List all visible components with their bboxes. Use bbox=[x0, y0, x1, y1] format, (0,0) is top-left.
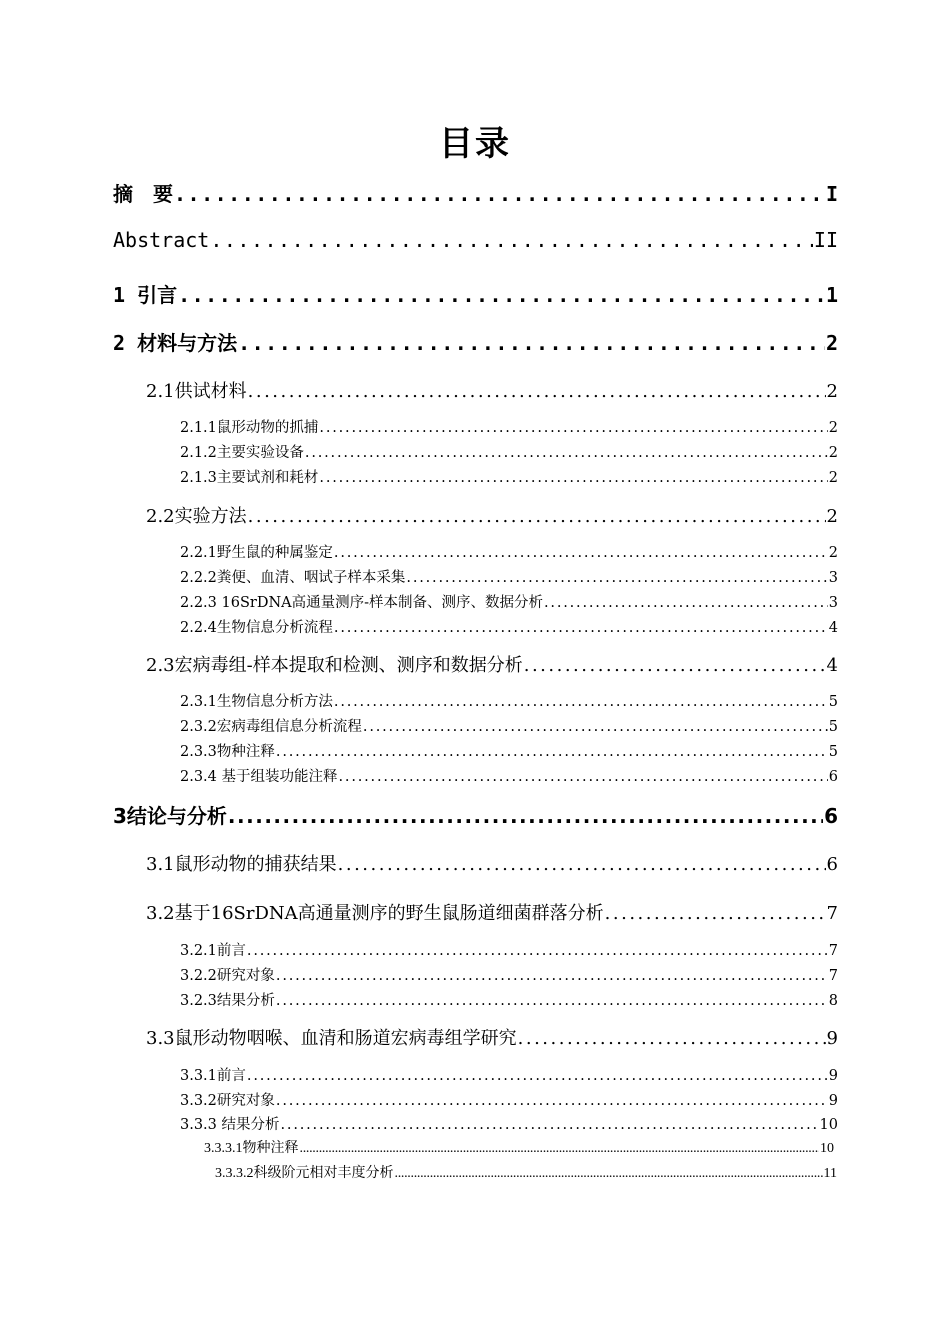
toc-entry-2-1[interactable] bbox=[146, 377, 838, 403]
dot-leader bbox=[319, 470, 827, 486]
toc-entry-label: 3.3.1前言 bbox=[180, 1068, 246, 1084]
toc-entry-3-3-3[interactable] bbox=[180, 1113, 838, 1135]
toc-page-number: 4 bbox=[828, 620, 838, 636]
toc-entry-2-3-2[interactable] bbox=[180, 715, 838, 737]
toc-entry-label: 3.3.2研究对象 bbox=[180, 1093, 275, 1109]
toc-entry-label: 2.2实验方法 bbox=[146, 506, 247, 527]
toc-entry-2-3-4[interactable] bbox=[180, 765, 838, 787]
dot-leader bbox=[228, 804, 823, 828]
toc-page-number: 5 bbox=[828, 694, 838, 710]
dot-leader bbox=[363, 719, 828, 735]
toc-page-number: 9 bbox=[828, 1093, 838, 1109]
toc-entry-label: 2.1.2主要实验设备 bbox=[180, 445, 304, 461]
toc-entry-label: 摘 要 bbox=[113, 182, 173, 206]
toc-entry-2-1-1[interactable] bbox=[180, 416, 838, 438]
toc-entry-label: 3.2.1前言 bbox=[180, 943, 246, 959]
toc-entry-label: 2.2.1野生鼠的种属鉴定 bbox=[180, 545, 333, 561]
toc-entry-label: 2 材料与方法 bbox=[113, 331, 238, 355]
dot-leader bbox=[319, 420, 827, 436]
toc-page-number: 1 bbox=[825, 283, 838, 307]
dot-leader bbox=[174, 182, 825, 206]
toc-entry-3-3-3-1[interactable] bbox=[204, 1137, 834, 1157]
toc-page-number: 6 bbox=[824, 804, 838, 828]
toc-entry-label: 2.3.3物种注释 bbox=[180, 744, 275, 760]
toc-page-number: 7 bbox=[828, 968, 838, 984]
toc-entry-2-1-2[interactable] bbox=[180, 441, 838, 463]
toc-entry-3-2-2[interactable] bbox=[180, 964, 838, 986]
toc-page-number: 10 bbox=[820, 1141, 834, 1156]
dot-leader bbox=[248, 381, 826, 402]
toc-page-number: 9 bbox=[828, 1068, 838, 1084]
dot-leader bbox=[339, 769, 828, 785]
toc-entry-chapter-2[interactable] bbox=[113, 327, 838, 355]
toc-entry-3-3-1[interactable] bbox=[180, 1064, 838, 1086]
toc-page-number: 2 bbox=[828, 545, 838, 561]
toc-entry-2-2-1[interactable] bbox=[180, 541, 838, 563]
toc-entry-2-2[interactable] bbox=[146, 502, 838, 528]
page-title: 目录 bbox=[439, 124, 511, 164]
dot-leader bbox=[281, 1117, 819, 1133]
toc-entry-label: 2.1.3主要试剂和耗材 bbox=[180, 470, 319, 486]
toc-entry-3-3-3-2[interactable] bbox=[215, 1162, 837, 1182]
toc-entry-2-3-1[interactable] bbox=[180, 690, 838, 712]
toc-entry-label: 2.3.4 基于组装功能注释 bbox=[180, 769, 338, 785]
dot-leader bbox=[338, 854, 826, 875]
toc-entry-3-1[interactable] bbox=[146, 850, 838, 876]
toc-page-number: 4 bbox=[826, 655, 838, 676]
toc-entry-label: 3.1鼠形动物的捕获结果 bbox=[146, 854, 337, 875]
toc-page-number: 5 bbox=[828, 719, 838, 735]
toc-entry-label: 1 引言 bbox=[113, 283, 178, 307]
toc-page-number: 2 bbox=[828, 420, 838, 436]
toc-entry-2-2-3[interactable] bbox=[180, 591, 838, 613]
toc-page-number: 6 bbox=[826, 854, 838, 875]
toc-page-number: I bbox=[825, 182, 838, 206]
toc-entry-3-3[interactable] bbox=[146, 1024, 838, 1050]
dot-leader bbox=[300, 1141, 820, 1157]
toc-page-number: 7 bbox=[828, 943, 838, 959]
toc-entry-3-2-1[interactable] bbox=[180, 939, 838, 961]
dot-leader bbox=[178, 283, 825, 307]
dot-leader bbox=[334, 694, 828, 710]
dot-leader bbox=[247, 943, 828, 959]
toc-page-number: 2 bbox=[825, 331, 838, 355]
toc-entry-label: 2.2.3 16SrDNA高通量测序-样本制备、测序、数据分析 bbox=[180, 595, 544, 611]
dot-leader bbox=[276, 1093, 828, 1109]
toc-entry-3-2-3[interactable] bbox=[180, 989, 838, 1011]
toc-entry-label: 2.2.2粪便、血清、咽试子样本采集 bbox=[180, 570, 406, 586]
toc-page-number: 3 bbox=[828, 570, 838, 586]
toc-entry-label: 3.3鼠形动物咽喉、血清和肠道宏病毒组学研究 bbox=[146, 1028, 517, 1049]
toc-entry-label: 2.1供试材料 bbox=[146, 381, 247, 402]
toc-page-number: 2 bbox=[826, 381, 838, 402]
toc-entry-label: 2.3.2宏病毒组信息分析流程 bbox=[180, 719, 362, 735]
toc-page-number: 11 bbox=[823, 1166, 837, 1181]
toc-entry-chapter-3[interactable] bbox=[113, 800, 838, 828]
toc-entry-label: 2.2.4生物信息分析流程 bbox=[180, 620, 333, 636]
dot-leader bbox=[518, 1028, 826, 1049]
toc-page-number: 10 bbox=[819, 1117, 838, 1133]
dot-leader bbox=[406, 570, 827, 586]
toc-entry-2-2-4[interactable] bbox=[180, 616, 838, 638]
toc-entry-2-1-3[interactable] bbox=[180, 466, 838, 488]
dot-leader bbox=[524, 655, 826, 676]
toc-entry-label: 2.3.1生物信息分析方法 bbox=[180, 694, 333, 710]
toc-entry-abstract-cn[interactable] bbox=[113, 178, 838, 206]
toc-entry-2-2-2[interactable] bbox=[180, 566, 838, 588]
dot-leader bbox=[544, 595, 828, 611]
toc-page-number: 2 bbox=[826, 506, 838, 527]
toc-page-number: 2 bbox=[828, 445, 838, 461]
toc-page-number: 8 bbox=[828, 993, 838, 1009]
toc-entry-label: 2.1.1鼠形动物的抓捕 bbox=[180, 420, 319, 436]
toc-page-number: 6 bbox=[828, 769, 838, 785]
toc-page-number: 5 bbox=[828, 744, 838, 760]
toc-entry-label: 3.2基于16SrDNA高通量测序的野生鼠肠道细菌群落分析 bbox=[146, 903, 604, 924]
toc-entry-abstract-en[interactable] bbox=[113, 228, 838, 256]
toc-entry-label: Abstract bbox=[113, 228, 210, 252]
toc-entry-label: 3.2.2研究对象 bbox=[180, 968, 275, 984]
dot-leader bbox=[605, 903, 826, 924]
toc-page-number: 9 bbox=[826, 1028, 838, 1049]
dot-leader bbox=[276, 993, 828, 1009]
toc-entry-3-2[interactable] bbox=[146, 899, 838, 925]
toc-entry-3-3-2[interactable] bbox=[180, 1089, 838, 1111]
dot-leader bbox=[305, 445, 828, 461]
toc-entry-label: 3.3.3.2科级阶元相对丰度分析 bbox=[215, 1166, 394, 1181]
toc-page-number: II bbox=[813, 228, 838, 252]
toc-entry-label: 3.3.3.1物种注释 bbox=[204, 1141, 299, 1156]
toc-entry-2-3[interactable] bbox=[146, 651, 838, 677]
toc-entry-2-3-3[interactable] bbox=[180, 740, 838, 762]
dot-leader bbox=[334, 545, 828, 561]
toc-entry-chapter-1[interactable] bbox=[113, 279, 838, 307]
dot-leader bbox=[395, 1166, 823, 1182]
dot-leader bbox=[334, 620, 828, 636]
toc-entry-label: 3结论与分析 bbox=[113, 804, 227, 828]
dot-leader bbox=[276, 968, 828, 984]
dot-leader bbox=[248, 506, 826, 527]
dot-leader bbox=[238, 331, 825, 355]
toc-entry-label: 2.3宏病毒组-样本提取和检测、测序和数据分析 bbox=[146, 655, 523, 676]
toc-entry-label: 3.2.3结果分析 bbox=[180, 993, 275, 1009]
toc-page-number: 2 bbox=[828, 470, 838, 486]
toc-entry-label: 3.3.3 结果分析 bbox=[180, 1117, 280, 1133]
toc-page-number: 3 bbox=[828, 595, 838, 611]
toc-page-number: 7 bbox=[826, 903, 838, 924]
dot-leader bbox=[247, 1068, 828, 1084]
dot-leader bbox=[276, 744, 828, 760]
dot-leader bbox=[210, 228, 813, 252]
